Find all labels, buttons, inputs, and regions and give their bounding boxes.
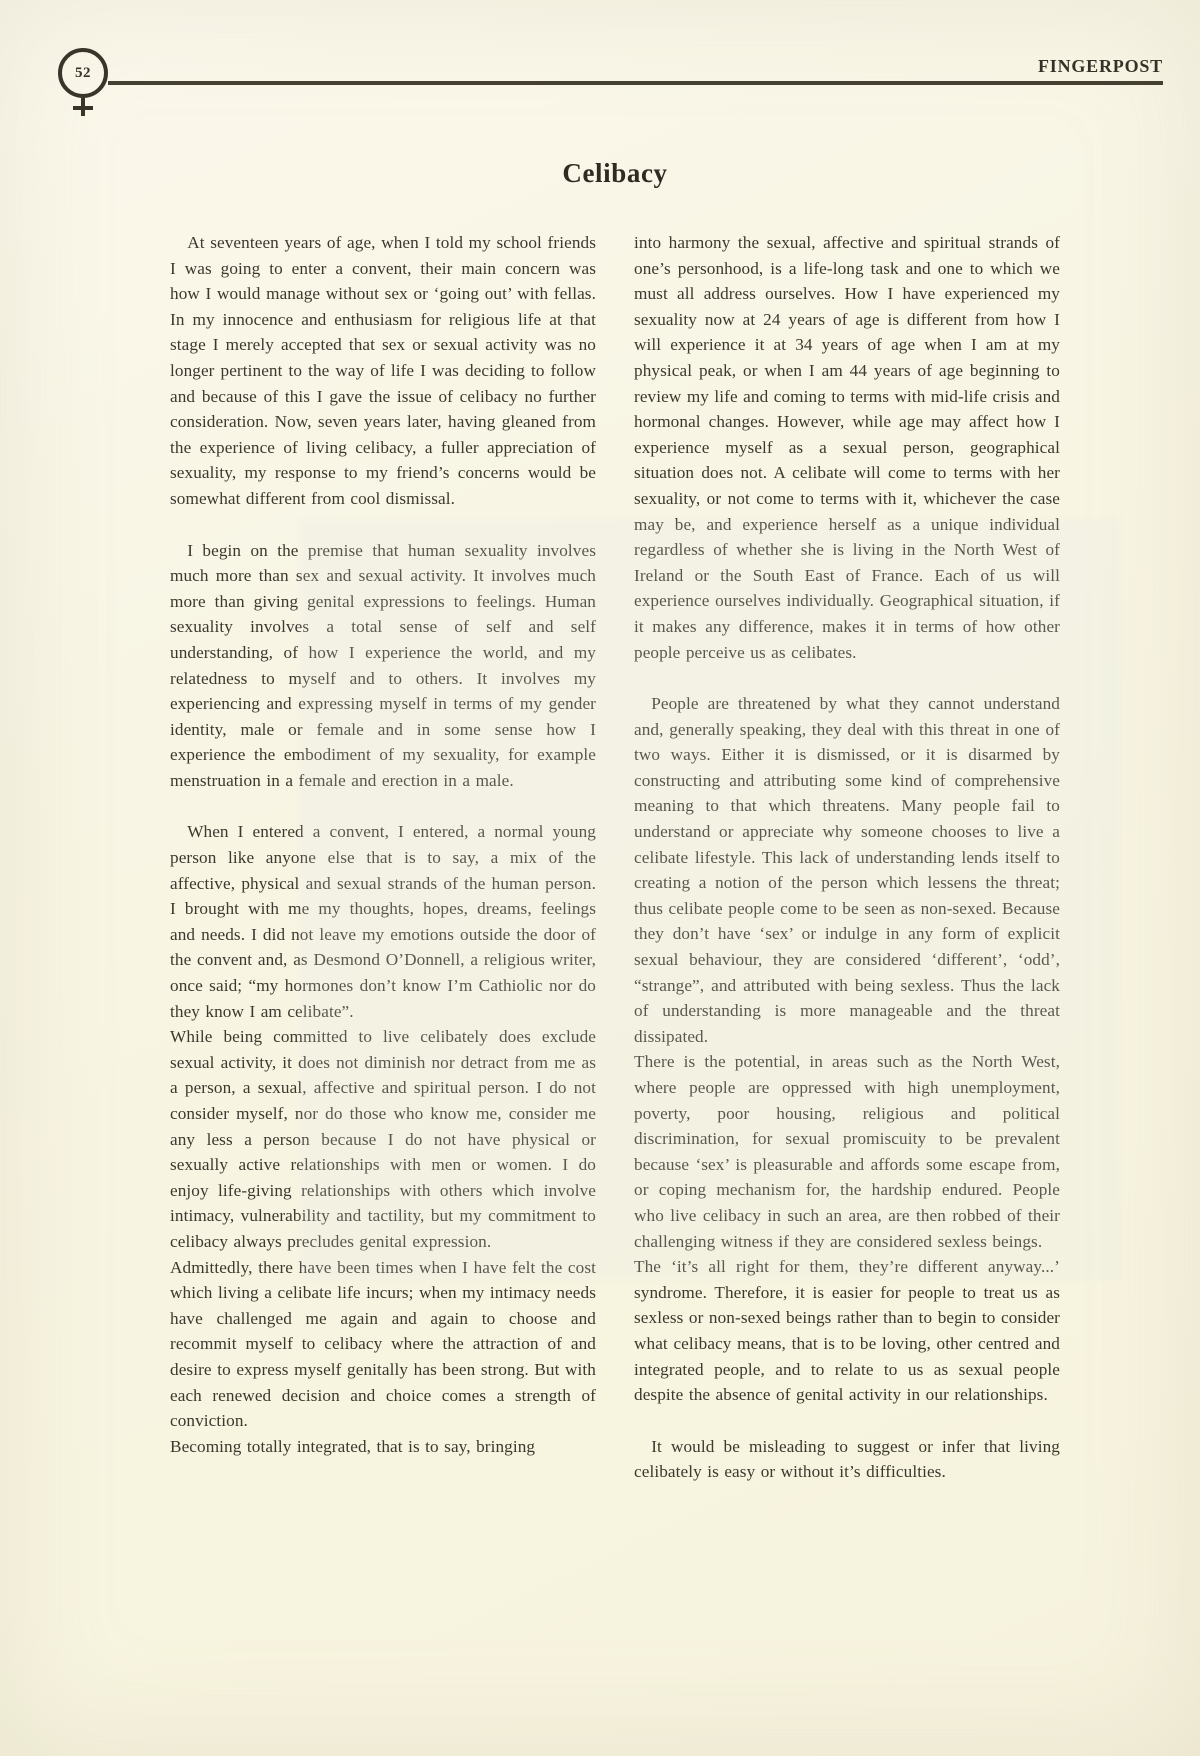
paragraph: There is the potential, in areas such as the North West, where people are oppressed with high unemployment, poverty, poor housing, religious and political discrimination, for sexual promiscuity to be prevalent because ‘sex’ is pleasurable and affords some escape from, or coping mechanism for, the hardship endured. People who live celibacy in such an area, are then robbed of their challenging witness if they are considered sexless beings. bbox=[634, 1052, 1060, 1251]
paragraph: Becoming totally integrated, that is to say, bringing bbox=[170, 1436, 536, 1456]
paragraph: At seventeen years of age, when I told my school friends I was going to enter a convent, their main concern was how I would manage without sex or ‘going out’ with fellas. In my innocence and enthusiasm for religious life at that stage I merely accepted that sex or sexual activity was no longer pertinent to the way of life I was deciding to follow and because of this I gave the issue of celibacy no further consideration. Now, seven years later, having gleaned from the experience of living celibacy, a fuller appreciation of sexuality, my response to my friend’s concerns would be somewhat different from cool dismissal. bbox=[170, 233, 596, 508]
paragraph: The ‘it’s all right for them, they’re different anyway...’ syndrome. Therefore, it is easier for people to treat us as sexless or non-sexed beings rather than to begin to consider what celibacy means, that is to be loving, other centred and integrated people, and to relate to us as sexual people despite the absence of genital activity in our relationships. bbox=[634, 1257, 1060, 1405]
paragraph: Admittedly, there have been times when I have felt the cost which living a celibate life incurs; when my intimacy needs have challenged me again and again to choose and recommit myself to celibacy where the attraction of and desire to express myself genitally has been strong. But with each renewed decision and choice comes a strength of conviction. bbox=[170, 1257, 596, 1431]
right-column bbox=[634, 230, 1060, 1485]
paragraph: When I entered a convent, I entered, a normal young person like anyone else that is to say, a mix of the affective, physical and sexual strands of the human person. I brought with me my thoughts, hopes, dreams, feelings and needs. I did not leave my emotions outside the door of the convent and, as Desmond O’Donnell, a religious writer, once said; “my hormones don’t know I’m Cathiolic nor do they know I am celibate”. bbox=[170, 822, 596, 1021]
article-body bbox=[170, 230, 1060, 1485]
header-rule bbox=[108, 81, 1163, 85]
article-title: Celibacy bbox=[562, 158, 668, 188]
female-symbol-crossbar bbox=[73, 106, 93, 110]
page-number-circle bbox=[58, 48, 108, 98]
paragraph: It would be misleading to suggest or infer that living celibately is easy or without it’s difficulties. bbox=[634, 1436, 1060, 1482]
masthead: FINGERPOST bbox=[1037, 56, 1163, 76]
female-symbol-icon bbox=[58, 48, 110, 124]
page-number: 52 bbox=[75, 64, 91, 81]
paragraph: into harmony the sexual, affective and spiritual strands of one’s personhood, is a life-long task and one to which we must all address ourselves. How I have experienced my sexuality now at 24 years of age is different from how I will experience it at 34 years of age when I am at my physical peak, or when I am 44 years of age beginning to review my life and coming to terms with mid-life crisis and hormonal changes. However, while age may affect how I experience myself as a sexual person, geographical situation does not. A celibate will come to terms with her sexuality, or not come to terms with it, whichever the case may be, and experience herself as a unique individual regardless of whether she is living in the North West of Ireland or the South East of France. Each of us will experience ourselves individually. Geographical situation, if it makes any difference, makes it in terms of how other people perceive us as celibates. bbox=[634, 233, 1060, 662]
page-header bbox=[0, 0, 1200, 130]
paragraph: I begin on the premise that human sexuality involves much more than sex and sexual activity. It involves much more than giving genital expressions to feelings. Human sexuality involves a total sense of self and self understanding, of how I experience the world, and my relatedness to myself and to others. It involves my experiencing and expressing myself in terms of my gender identity, male or female and in some sense how I experience the embodiment of my sexuality, for example menstruation in a female and erection in a male. bbox=[170, 540, 596, 790]
paragraph: While being committed to live celibately does exclude sexual activity, it does not diminish nor detract from me as a person, a sexual, affective and spiritual person. I do not consider myself, nor do those who know me, consider me any less a person because I do not have physical or sexually active relationships with men or women. I do enjoy life-giving relationships with others which involve intimacy, vulnerability and tactility, but my commitment to celibacy always precludes genital expression. bbox=[170, 1027, 596, 1251]
paragraph: People are threatened by what they cannot understand and, generally speaking, they deal with this threat in one of two ways. Either it is dismissed, or it is disarmed by constructing and attributing some kind of comprehensive meaning to that which threatens. Many people fail to understand or appreciate why someone chooses to live a celibate lifestyle. This lack of understanding lends itself to creating a notion of the person which lessens the threat; thus celibate people come to be seen as non-sexed. Because they don’t have ‘sex’ or indulge in any form of explicit sexual behaviour, they are considered ‘different’, ‘odd’, “strange”, and attributed with being sexless. Thus the lack of understanding is more manageable and the threat dissipated. bbox=[634, 694, 1060, 1046]
left-column bbox=[170, 230, 596, 1485]
